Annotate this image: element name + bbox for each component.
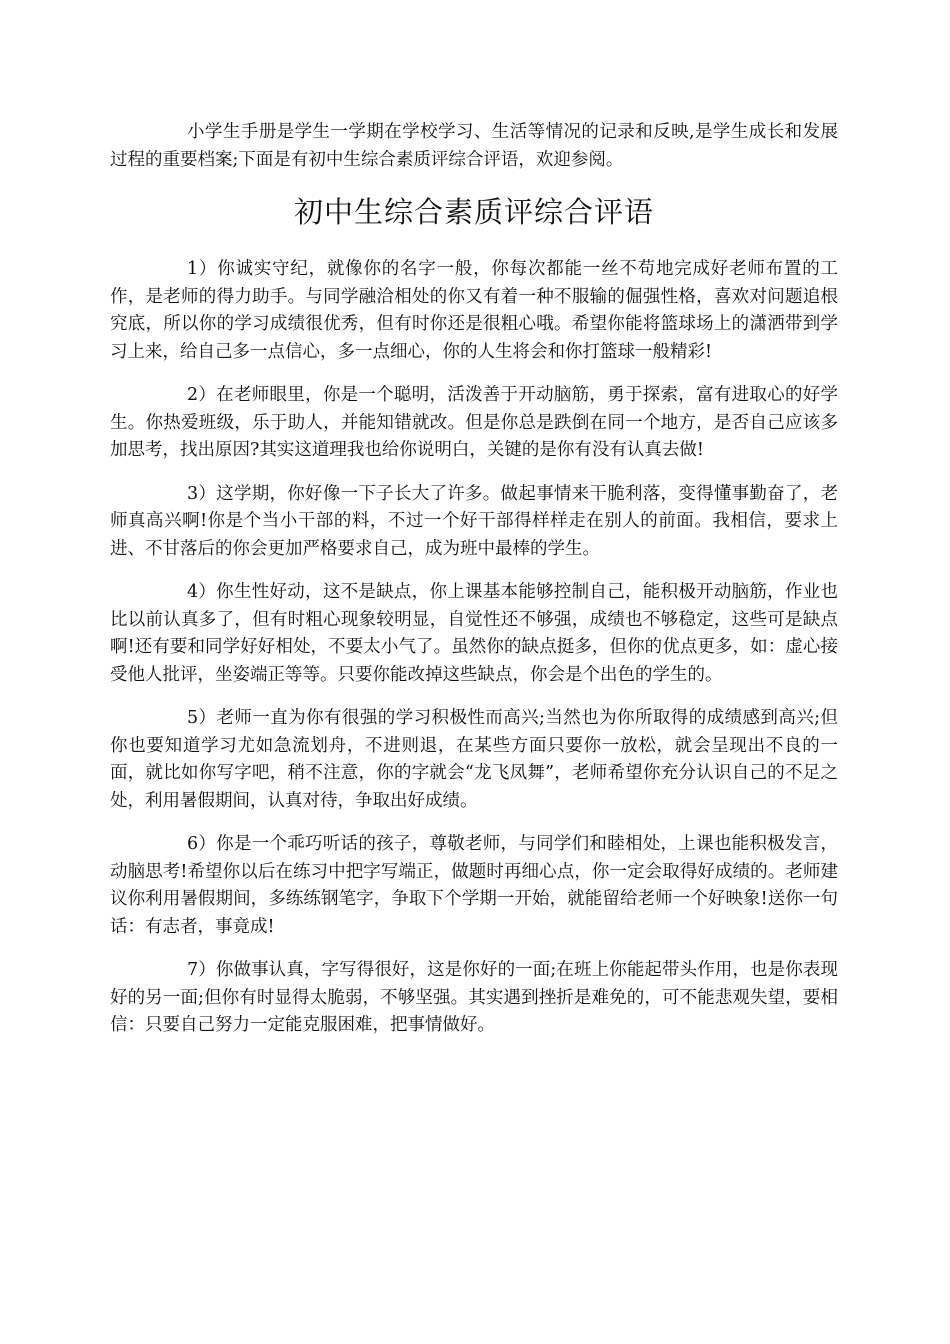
comment-paragraph-4: 4）你生性好动，这不是缺点，你上课基本能够控制自己，能积极开动脑筋，作业也比以前认真多了，但有时粗心现象较明显，自觉性还不够强，成绩也不够稳定，这些可是缺点啊!还有要和同学好好相处，不要太小气了。虽然你的缺点挺多，但你的优点更多，如：虚心接受他人批评，坐姿端正等等。只要你能改掉这些缺点，你会是个出色的学生的。 (110, 582, 838, 685)
intro-paragraph: 小学生手册是学生一学期在学校学习、生活等情况的记录和反映,是学生成长和发展过程的重要档案;下面是有初中生综合素质评综合评语，欢迎参阅。 (110, 122, 838, 170)
document-page (110, 118, 838, 1056)
comment-paragraph-5: 5）老师一直为你有很强的学习积极性而高兴;当然也为你所取得的成绩感到高兴;但你也要知道学习尤如急流划舟，不进则退，在某些方面只要你一放松，就会呈现出不良的一面，就比如你写字吧，稍不注意，你的字就会“龙飞凤舞”，老师希望你充分认识自己的不足之处，利用暑假期间，认真对待，争取出好成绩。 (110, 708, 838, 811)
comment-paragraph-6: 6）你是一个乖巧听话的孩子，尊敬老师，与同学们和睦相处，上课也能积极发言，动脑思考!希望你以后在练习中把字写端正，做题时再细心点，你一定会取得好成绩的。老师建议你利用暑假期间，多练练钢笔字，争取下个学期一开始，就能留给老师一个好映象!送你一句话：有志者，事竟成! (110, 834, 838, 937)
comment-paragraph-2: 2）在老师眼里，你是一个聪明，活泼善于开动脑筋，勇于探索，富有进取心的好学生。你热爱班级，乐于助人，并能知错就改。但是你总是跌倒在同一个地方，是否自己应该多加思考，找出原因?其实这道理我也给你说明白，关键的是你有没有认真去做! (110, 385, 838, 460)
comment-paragraph-1: 1）你诚实守纪，就像你的名字一般，你每次都能一丝不苟地完成好老师布置的工作，是老师的得力助手。与同学融洽相处的你又有着一种不服输的倔强性格，喜欢对问题追根究底，所以你的学习成绩很优秀，但有时你还是很粗心哦。希望你能将篮球场上的潇洒带到学习上来，给自己多一点信心，多一点细心，你的人生将会和你打篮球一般精彩! (110, 259, 838, 362)
comment-paragraph-7: 7）你做事认真，字写得很好，这是你好的一面;在班上你能起带头作用，也是你表现好的另一面;但你有时显得太脆弱，不够坚强。其实遇到挫折是难免的，可不能悲观失望，要相信：只要自己努力一定能克服困难，把事情做好。 (110, 960, 838, 1035)
comment-paragraph-3: 3）这学期，你好像一下子长大了许多。做起事情来干脆利落，变得懂事勤奋了，老师真高兴啊!你是个当小干部的料，不过一个好干部得样样走在别人的前面。我相信，要求上进、不甘落后的你会更加严格要求自己，成为班中最棒的学生。 (110, 483, 838, 559)
document-title: 初中生综合素质评综合评语 (293, 195, 654, 229)
